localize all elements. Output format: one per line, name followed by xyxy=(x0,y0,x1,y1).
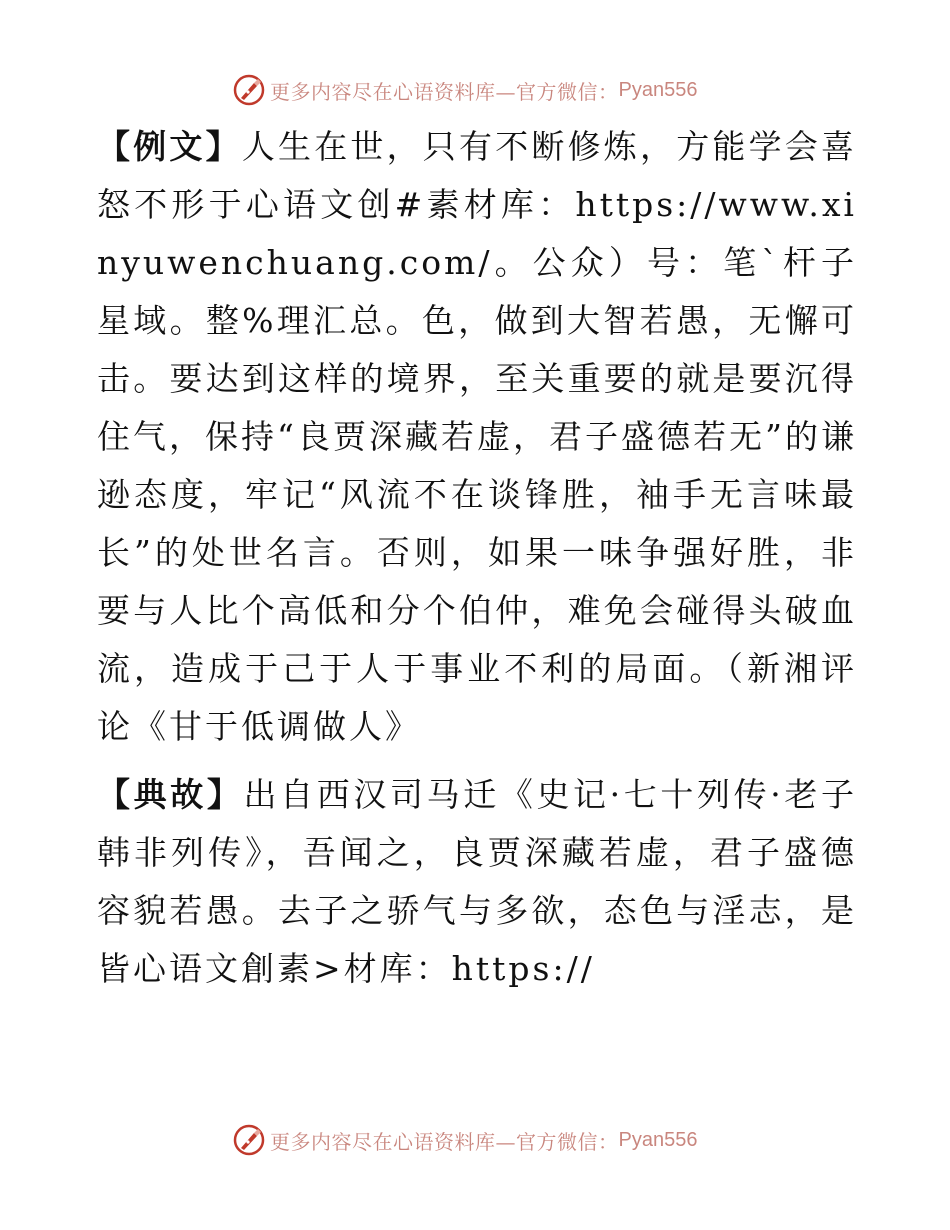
example-text: 人生在世，只有不断修炼，方能学会喜怒不形于心语文创#素材库：https://www.xinyuwenchuang.com/。公众）号：笔`杆子星域。整%理汇总。色，做到大智若愚，无懈可击。要达到这样的境界，至关重要的就是要沉得住气，保持“良贾深藏若虚，君子盛德若无”的谦逊态度，牢记“风流不在谈锋胜，袖手无言味最长”的处世名言。否则，如果一味争强好胜，非要与人比个高低和分个伯仲，难免会碰得头破血流，造成于己于人于事业不利的局面。（新湘评论《甘于低调做人》 xyxy=(97,127,858,746)
allusion-label: 【典故】 xyxy=(97,775,244,814)
watermark-text: 更多内容尽在心语资料库—官方微信： xyxy=(270,79,619,104)
header-watermark xyxy=(232,72,697,108)
example-label: 【例文】 xyxy=(97,127,242,166)
article-body xyxy=(97,118,857,998)
footer-watermark xyxy=(232,1122,697,1158)
watermark-wechat-id: Pyan556 xyxy=(618,78,698,101)
pen-nib-logo-icon xyxy=(232,1123,266,1157)
pen-nib-logo-icon xyxy=(232,73,266,107)
watermark-wechat-id: Pyan556 xyxy=(618,1128,698,1151)
allusion-paragraph xyxy=(97,766,857,998)
watermark-text: 更多内容尽在心语资料库—官方微信： xyxy=(270,1129,619,1154)
allusion-text: 出自西汉司马迁《史记·七十列传·老子韩非列传》，吾闻之，良贾深藏若虚，君子盛德容貌若愚。去子之骄气与多欲，态色与淫志，是皆心语文創素>材库：https:// xyxy=(97,775,858,988)
example-paragraph xyxy=(97,118,857,756)
